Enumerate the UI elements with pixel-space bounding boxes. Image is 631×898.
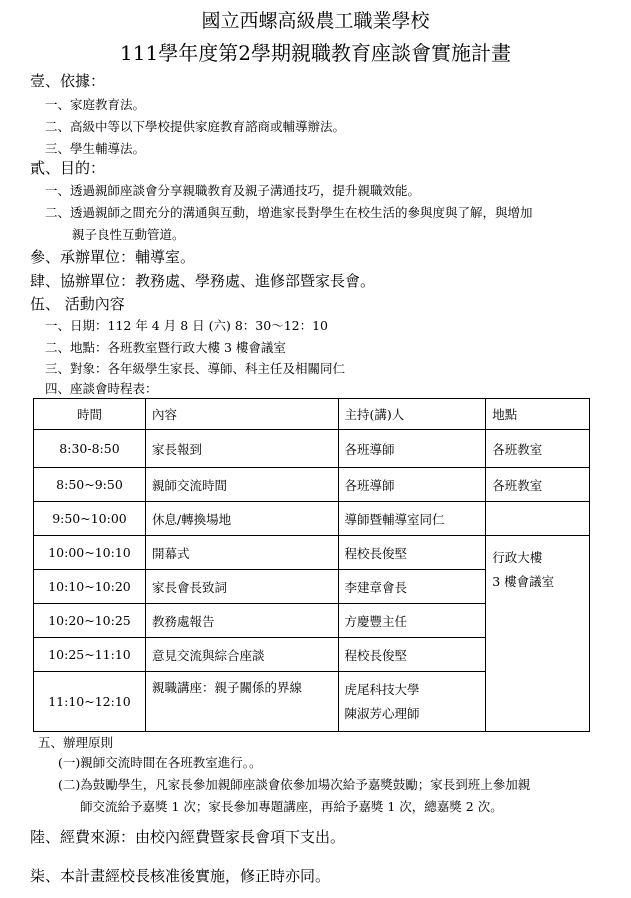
- activity-location: 二、地點：各班教室暨行政大樓 3 樓會議室: [45, 340, 286, 355]
- location-line: 3 樓會議室: [492, 574, 555, 589]
- row-host: 程校長俊堅: [338, 536, 486, 570]
- row-content: 家長報到: [145, 430, 338, 468]
- basis-item: 三、學生輔導法。: [45, 141, 146, 156]
- host-line: 陳淑芳心理師: [344, 705, 420, 721]
- principle-item: (二)為鼓勵學生，凡家長參加親師座談會依參加場次給予嘉獎鼓勵；家長到班上參加親: [58, 777, 531, 792]
- row-time: 11:10~12:10: [34, 672, 146, 732]
- section-organizer: 參、承辦單位：輔導室。: [30, 248, 196, 266]
- purpose-item: 二、透過親師之間充分的溝通與互動，增進家長對學生在校生活的參與度與了解，與增加: [45, 205, 533, 220]
- host-line: 虎尾科技大學: [344, 681, 420, 697]
- table-row: [34, 502, 590, 536]
- row-location: [486, 502, 590, 536]
- plan-title: 111學年度第2學期親職教育座談會實施計畫: [120, 41, 511, 65]
- school-title: 國立西螺高級農工職業學校: [201, 10, 430, 32]
- principle-item: (一)親師交流時間在各班教室進行。。: [58, 755, 262, 770]
- row-host: 方慶豐主任: [338, 604, 486, 638]
- section-co-organizer: 肆、協辦單位：教務處、學務處、進修部暨家長會。: [30, 272, 376, 290]
- location-line: 行政大樓: [492, 550, 543, 565]
- section-activity-heading: 伍、 活動內容: [30, 295, 125, 313]
- row-content: 教務處報告: [145, 604, 338, 638]
- row-content: 開幕式: [145, 536, 338, 570]
- row-location: 各班教室: [486, 468, 590, 502]
- section-basis-heading: 壹、依據：: [30, 72, 106, 90]
- header-content: 內容: [145, 399, 338, 430]
- activity-date: 一、日期：112 年 4 月 8 日 (六) 8：30～12：10: [45, 318, 329, 333]
- header-host: 主持(講)人: [338, 399, 486, 430]
- schedule-heading: 四、座談會時程表：: [45, 381, 158, 396]
- schedule-table: [33, 398, 590, 732]
- row-location: 各班教室: [486, 430, 590, 468]
- row-content: 親師交流時間: [145, 468, 338, 502]
- principles-heading: 五、辦理原則: [38, 735, 114, 750]
- table-row: [34, 468, 590, 502]
- row-time: 10:10~10:20: [34, 570, 146, 604]
- row-content: 親職講座：親子關係的界線: [145, 672, 338, 732]
- row-time: 10:25~11:10: [34, 638, 146, 672]
- section-funding: 陸、經費來源：由校內經費暨家長會項下支出。: [30, 828, 346, 846]
- table-header-row: [34, 399, 590, 430]
- row-time: 8:30-8:50: [34, 430, 146, 468]
- row-host: 李建章會長: [338, 570, 486, 604]
- header-location: 地點: [486, 399, 590, 430]
- row-time: 10:20~10:25: [34, 604, 146, 638]
- row-content: 家長會長致詞: [145, 570, 338, 604]
- section-purpose-heading: 貳、目的：: [30, 159, 106, 177]
- row-content: 休息/轉換場地: [145, 502, 338, 536]
- activity-audience: 三、對象：各年級學生家長、導師、科主任及相關同仁: [45, 361, 346, 376]
- row-host: 導師暨輔導室同仁: [338, 502, 486, 536]
- row-time: 10:00~10:10: [34, 536, 146, 570]
- purpose-item: 一、透過親師座談會分享親職教育及親子溝通技巧，提升親職效能。: [45, 183, 421, 198]
- basis-item: 二、高級中等以下學校提供家庭教育諮商或輔導辦法。: [45, 119, 346, 134]
- header-time: 時間: [34, 399, 146, 430]
- section-approval: 柒、本計畫經校長核准後實施，修正時亦同。: [30, 867, 331, 885]
- row-time: 8:50~9:50: [34, 468, 146, 502]
- principle-item-continued: 師交流給予嘉獎 1 次；家長參加專題講座，再給予嘉獎 1 次，總嘉獎 2 次。: [80, 799, 503, 814]
- row-time: 9:50~10:00: [34, 502, 146, 536]
- admin-building-location: [486, 536, 590, 732]
- table-row: [34, 430, 590, 468]
- purpose-item-continued: 親子良性互動管道。: [72, 227, 185, 242]
- row-host: 各班導師: [338, 468, 486, 502]
- row-host: 各班導師: [338, 430, 486, 468]
- row-host: 程校長俊堅: [338, 638, 486, 672]
- row-host: [338, 672, 486, 732]
- table-row: [34, 536, 590, 570]
- row-content: 意見交流與綜合座談: [145, 638, 338, 672]
- basis-item: 一、家庭教育法。: [45, 97, 146, 112]
